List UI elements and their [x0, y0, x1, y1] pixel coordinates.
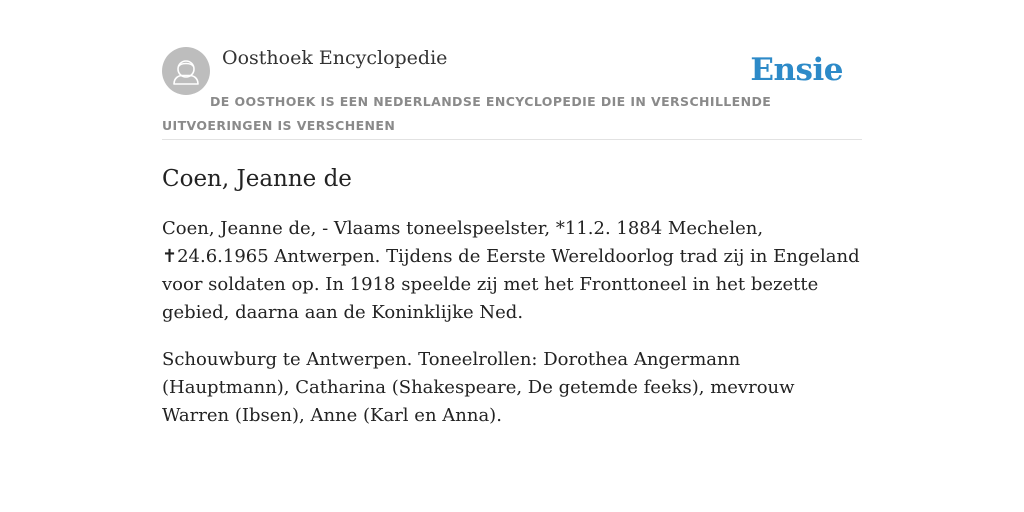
site-header	[162, 46, 862, 140]
article-title: Coen, Jeanne de	[162, 166, 352, 192]
article-paragraph: Schouwburg te Antwerpen. Toneelrollen: Dorothea Angermann (Hauptmann), Catharina (Shakespeare, De getemde feeks), mevrouw Warren (Ibsen), Anne (Karl en Anna).	[162, 349, 795, 426]
ensie-logo[interactable]: Ensie	[750, 52, 843, 88]
source-name-link[interactable]: Oosthoek Encyclopedie	[222, 47, 448, 69]
source-avatar[interactable]	[162, 47, 210, 95]
user-icon	[162, 47, 210, 95]
article	[162, 160, 862, 430]
article-paragraph: Coen, Jeanne de, - Vlaams toneelspeelster, *11.2. 1884 Mechelen, ✝24.6.1965 Antwerpen. Tijdens de Eerste Wereldoorlog trad zij in Engeland voor soldaten op. In 1918 speelde zij met het Fronttoneel in het bezette gebied, daarna aan de Koninklijke Ned.	[162, 218, 860, 323]
source-tagline: DE OOSTHOEK IS EEN NEDERLANDSE ENCYCLOPEDIE DIE IN VERSCHILLENDE UITVOERINGEN IS VERSCHENEN	[162, 94, 772, 133]
